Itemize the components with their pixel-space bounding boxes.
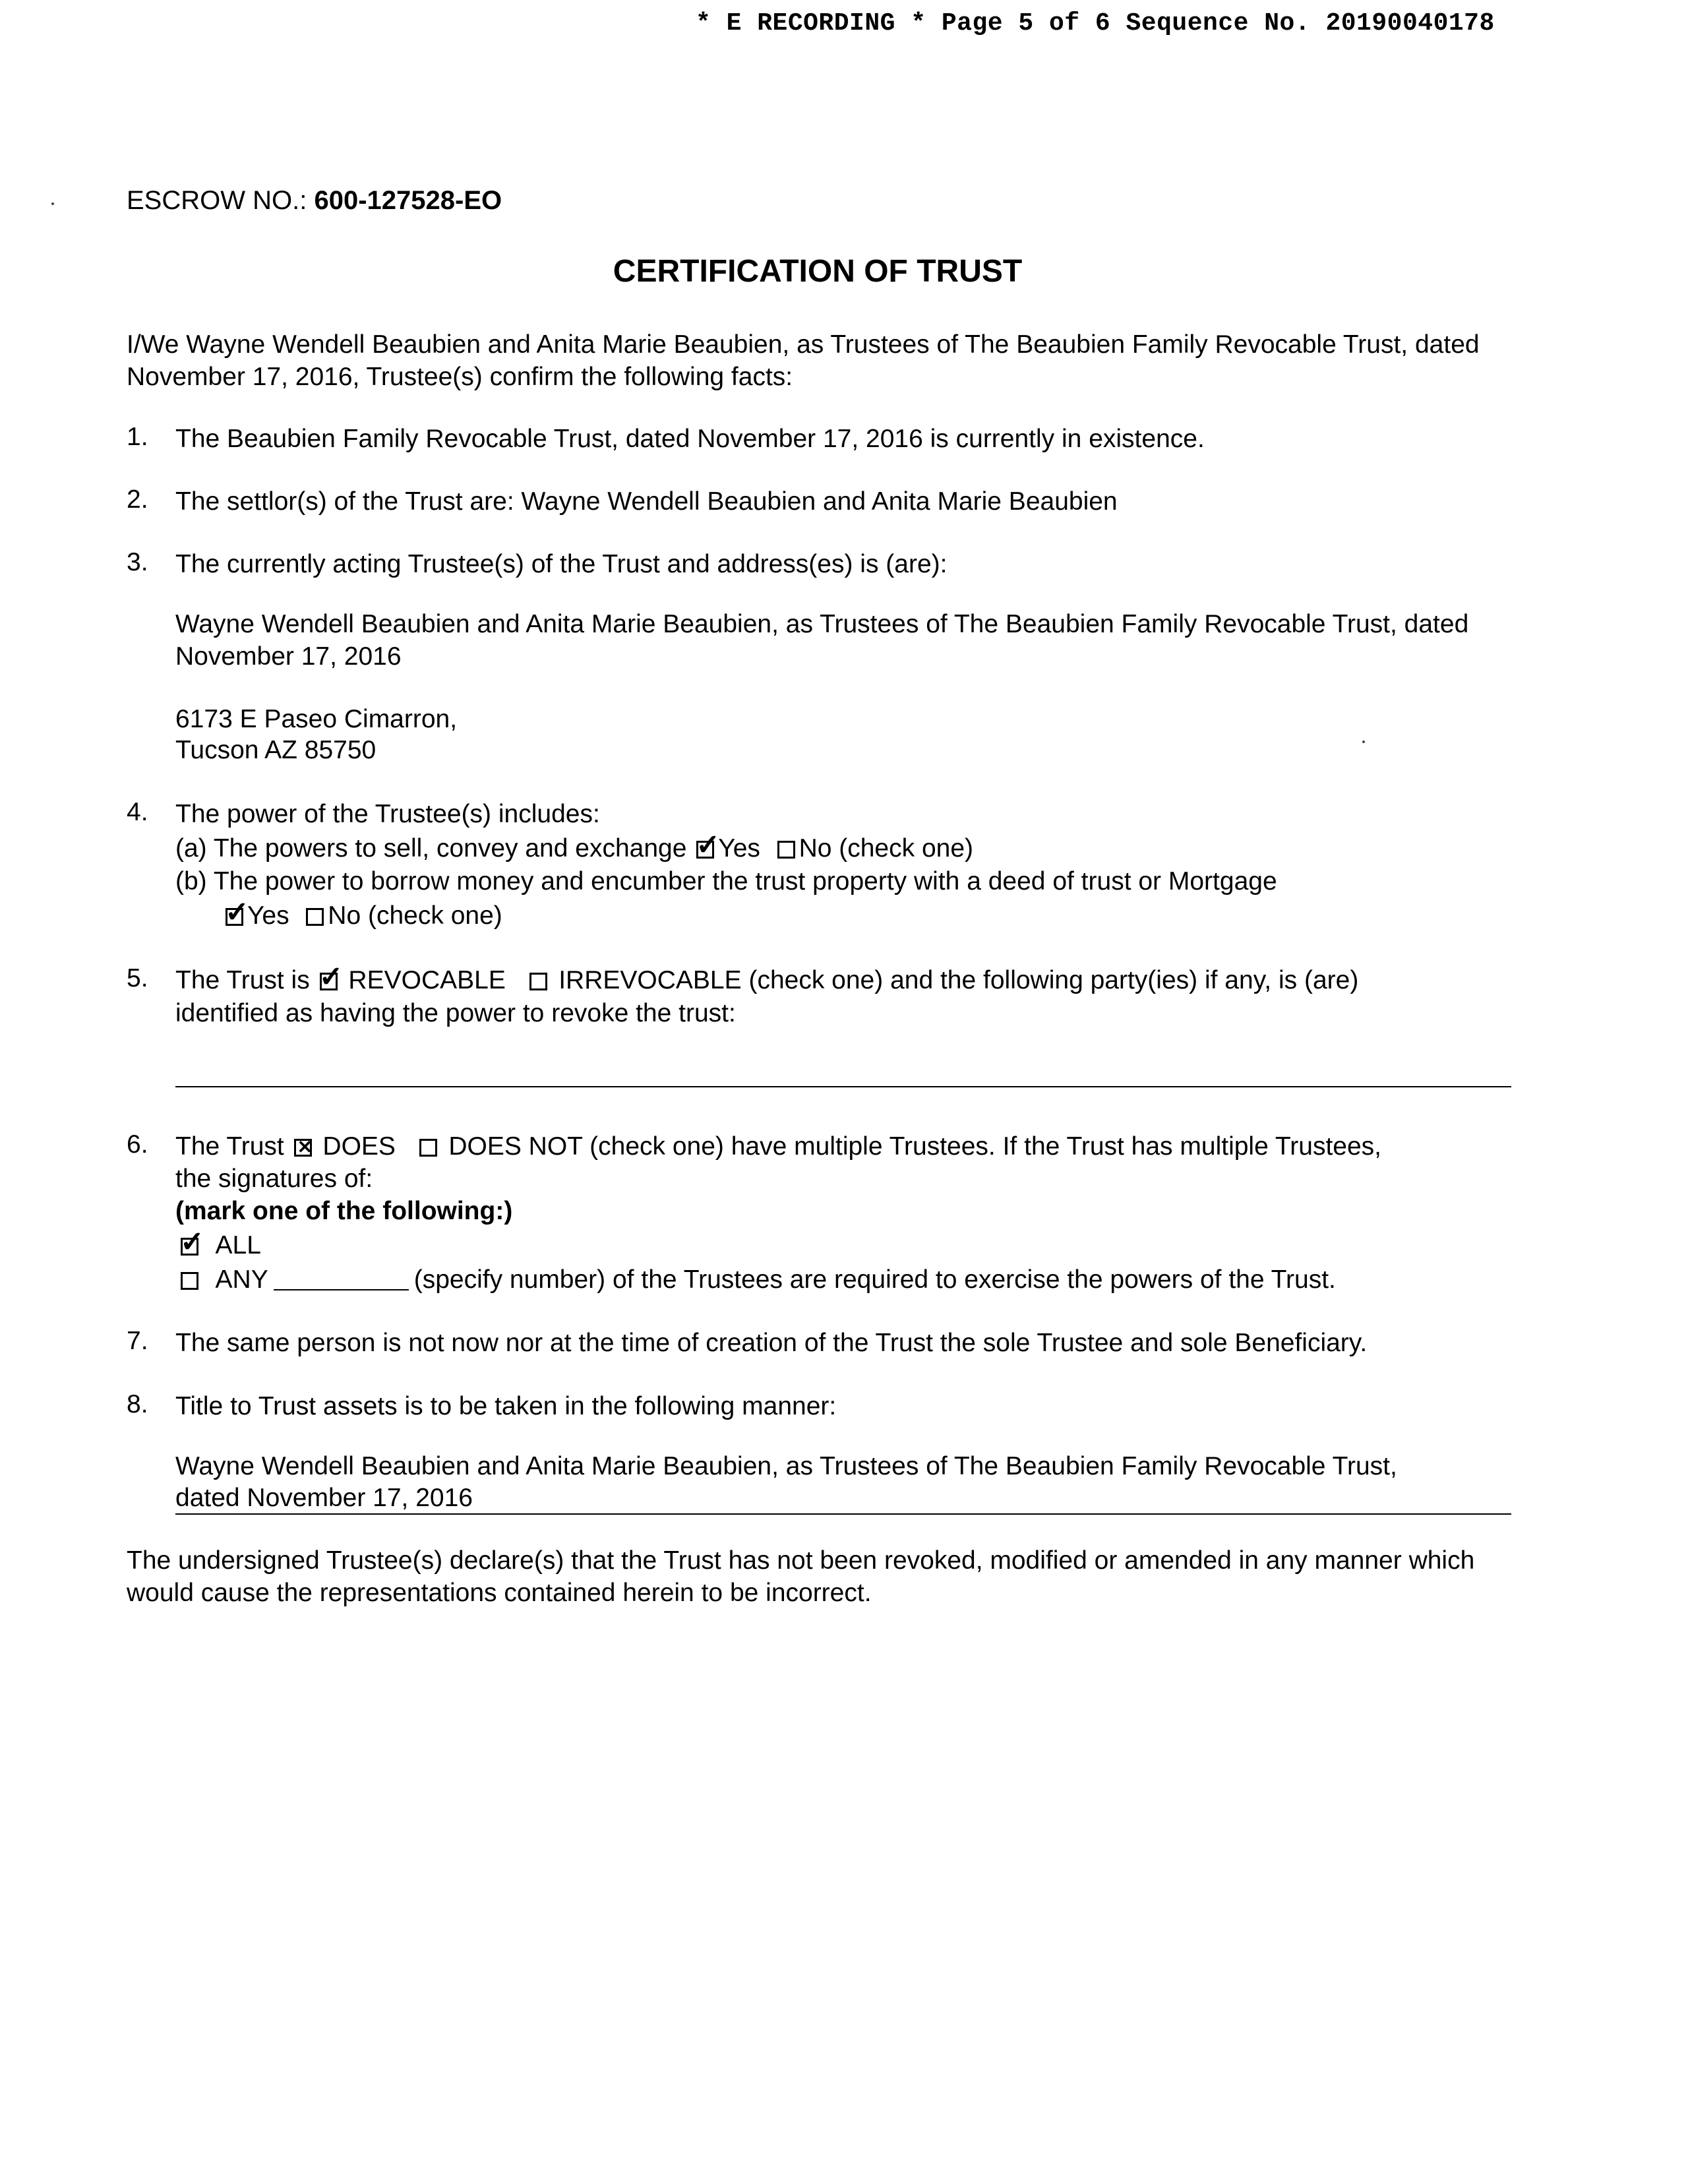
item-4-number: 4. bbox=[127, 798, 148, 826]
revocable-label: REVOCABLE bbox=[348, 966, 506, 994]
borrow-yes-checkbox[interactable] bbox=[225, 896, 249, 928]
checkmark-icon: ✓ bbox=[318, 961, 344, 993]
all-label: ALL bbox=[215, 1231, 261, 1259]
item-1-text: The Beaubien Family Revocable Trust, dated November 17, 2016 is currently in existence. bbox=[175, 425, 1205, 453]
sell-no-checkbox[interactable] bbox=[777, 841, 795, 859]
scan-speck bbox=[51, 202, 54, 205]
item-6-number: 6. bbox=[127, 1130, 148, 1159]
item-3-text: The currently acting Trustee(s) of the Trust and address(es) is (are): bbox=[175, 550, 948, 578]
revocable-checkbox[interactable] bbox=[318, 961, 344, 993]
borrow-no-checkbox[interactable] bbox=[306, 908, 324, 926]
sell-no-label: No (check one) bbox=[799, 834, 974, 863]
item-5-number: 5. bbox=[127, 964, 148, 992]
item-1-number: 1. bbox=[127, 423, 148, 451]
item-7-text: The same person is not now nor at the time of creation of the Trust the sole Trustee and sole Beneficiary. bbox=[175, 1329, 1368, 1357]
item-6-line1 bbox=[175, 1130, 1511, 1163]
irrevocable-checkbox[interactable] bbox=[529, 973, 547, 990]
item-5-line2: identified as having the power to revoke the trust: bbox=[175, 999, 736, 1027]
item-4-text: The power of the Trustee(s) includes: bbox=[175, 800, 600, 828]
title-manner-line2: dated November 17, 2016 bbox=[175, 1484, 473, 1512]
item-2-number: 2. bbox=[127, 485, 148, 514]
sell-yes-checkbox[interactable] bbox=[696, 829, 721, 861]
any-checkbox[interactable] bbox=[181, 1272, 198, 1290]
escrow-number-line bbox=[127, 186, 502, 216]
item-4b-line bbox=[175, 865, 1511, 897]
item-3-number: 3. bbox=[127, 548, 148, 576]
trustee-address-line2: Tucson AZ 85750 bbox=[175, 736, 377, 764]
item-6-line2: the signatures of: bbox=[175, 1165, 373, 1193]
checkmark-icon: ✓ bbox=[225, 896, 249, 928]
item-4a-line bbox=[175, 829, 1511, 864]
x-mark-icon: ✕ bbox=[297, 1137, 313, 1157]
irrevocable-label: IRREVOCABLE bbox=[558, 966, 742, 994]
borrow-no-label: No (check one) bbox=[328, 901, 502, 930]
does-checkbox[interactable] bbox=[294, 1139, 312, 1157]
item-4b-options bbox=[223, 896, 750, 932]
item-4a-label: (a) bbox=[175, 834, 207, 863]
escrow-label: ESCROW NO.: bbox=[127, 186, 307, 215]
item-8-text: Title to Trust assets is to be taken in the following manner: bbox=[175, 1392, 837, 1420]
sell-yes-label: Yes bbox=[718, 834, 760, 863]
signatures-all-option bbox=[175, 1226, 1511, 1261]
checkmark-icon: ✓ bbox=[180, 1226, 204, 1258]
item-5-post: (check one) and the following party(ies) if any, is (are) bbox=[748, 966, 1359, 994]
title-manner-line1: Wayne Wendell Beaubien and Anita Marie Beaubien, as Trustees of The Beaubien Family Revocable Trust, bbox=[175, 1452, 1397, 1480]
intro-paragraph: I/We Wayne Wendell Beaubien and Anita Marie Beaubien, as Trustees of The Beaubien Family Revocable Trust, dated November 17, 2016, Trustee(s) confirm the following facts: bbox=[127, 330, 1480, 391]
item-6-pre: The Trust bbox=[175, 1132, 284, 1161]
does-not-label: DOES NOT bbox=[448, 1132, 583, 1161]
mark-one-instruction: (mark one of the following:) bbox=[175, 1197, 513, 1225]
item-2-text: The settlor(s) of the Trust are: Wayne Wendell Beaubien and Anita Marie Beaubien bbox=[175, 487, 1118, 516]
item-8-number: 8. bbox=[127, 1390, 148, 1418]
does-label: DOES bbox=[322, 1132, 396, 1161]
escrow-number: 600-127528-EO bbox=[314, 186, 502, 215]
item-4b-text: The power to borrow money and encumber the trust property with a deed of trust or Mortgage bbox=[213, 867, 1277, 895]
checkmark-icon: ✓ bbox=[696, 829, 721, 861]
item-5-pre: The Trust is bbox=[175, 966, 310, 994]
declaration-paragraph: The undersigned Trustee(s) declare(s) that the Trust has not been revoked, modified or amended in any manner which would cause the representations contained herein to be incorrect. bbox=[127, 1546, 1475, 1607]
item-5-line1 bbox=[175, 961, 1511, 996]
current-trustees: Wayne Wendell Beaubien and Anita Marie Beaubien, as Trustees of The Beaubien Family Revocable Trust, dated November 17, 2016 bbox=[175, 610, 1469, 671]
title-manner-underline bbox=[175, 1513, 1511, 1515]
trustee-address-line1: 6173 E Paseo Cimarron, bbox=[175, 705, 458, 733]
borrow-yes-label: Yes bbox=[247, 901, 289, 930]
item-6-post: (check one) have multiple Trustees. If the Trust has multiple Trustees, bbox=[589, 1132, 1382, 1161]
any-number-blank[interactable] bbox=[274, 1269, 409, 1290]
all-checkbox[interactable] bbox=[180, 1226, 204, 1258]
any-label: ANY bbox=[215, 1265, 268, 1294]
item-4a-text: The powers to sell, convey and exchange bbox=[213, 834, 687, 863]
any-post-text: (specify number) of the Trustees are required to exercise the powers of the Trust. bbox=[413, 1265, 1336, 1294]
revoke-party-blank-line[interactable] bbox=[175, 1086, 1511, 1087]
item-4b-label: (b) bbox=[175, 867, 207, 895]
signatures-any-option bbox=[175, 1263, 1511, 1296]
recording-header: * E RECORDING * Page 5 of 6 Sequence No. 20190040178 bbox=[696, 9, 1495, 38]
document-title: CERTIFICATION OF TRUST bbox=[613, 254, 1023, 289]
item-7-number: 7. bbox=[127, 1327, 148, 1355]
does-not-checkbox[interactable] bbox=[419, 1139, 437, 1157]
